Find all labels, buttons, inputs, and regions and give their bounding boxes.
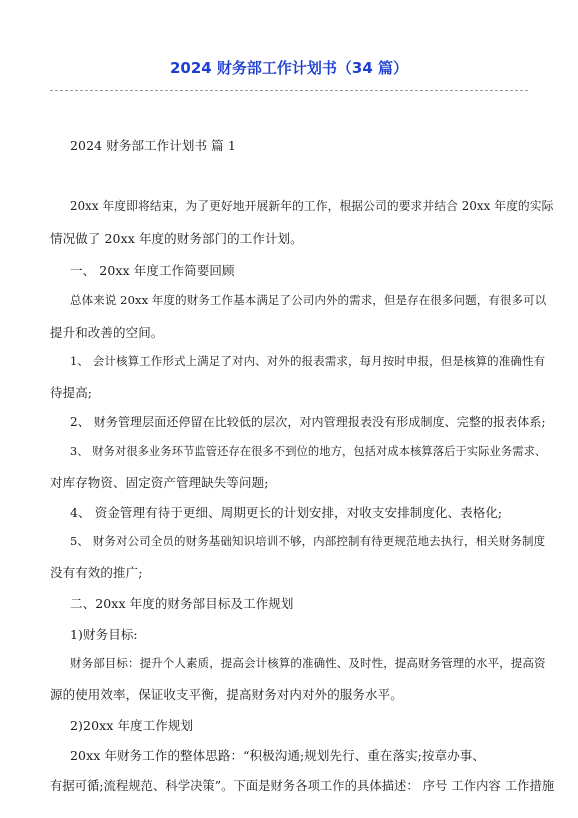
list-item: 没有有效的推广; bbox=[50, 565, 143, 580]
document-title: 2024 财务部工作计划书（34 篇） bbox=[169, 59, 409, 77]
list-item: 对库存物资、固定资产管理缺失等问题; bbox=[50, 475, 269, 490]
paragraph-line: 情况做了 20xx 年度的财务部门的工作计划。 bbox=[50, 231, 303, 246]
list-item: 4、 资金管理有待于更细、周期更长的计划安排，对收支安排制度化、表格化; bbox=[70, 505, 503, 520]
subheading: 2)20xx 年度工作规划 bbox=[70, 718, 194, 733]
subheading: 二、20xx 年度的财务部目标及工作规划 bbox=[70, 596, 294, 611]
subheading: 1)财务目标: bbox=[70, 627, 138, 642]
title-divider bbox=[50, 90, 528, 91]
list-item: 1、 会计核算工作形式上满足了对内、对外的报表需求，每月按时申报，但是核算的准确性有 bbox=[70, 354, 546, 368]
subheading: 一、 20xx 年度工作简要回顾 bbox=[70, 263, 235, 278]
list-item: 待提高; bbox=[50, 385, 93, 400]
list-item: 2、 财务管理层面还停留在比较低的层次，对内管理报表没有形成制度、完整的报表体系; bbox=[70, 415, 546, 429]
list-item: 5、 财务对公司全员的财务基础知识培训不够，内部控制有待更规范地去执行，相关财务制度 bbox=[70, 534, 546, 548]
section-heading: 2024 财务部工作计划书 篇 1 bbox=[70, 138, 236, 153]
paragraph-line: 总体来说 20xx 年度的财务工作基本满足了公司内外的需求，但是存在很多问题，有很多可以 bbox=[70, 293, 547, 307]
paragraph-line: 20xx 年财务工作的整体思路：“积极沟通;规划先行、重在落实;按章办事、 bbox=[70, 748, 485, 763]
paragraph-line: 源的使用效率，保证收支平衡，提高财务对内对外的服务水平。 bbox=[50, 687, 403, 702]
paragraph-line: 20xx 年度即将结束，为了更好地开展新年的工作，根据公司的要求并结合 20xx 年度的实际 bbox=[70, 199, 554, 213]
paragraph-line: 财务部目标：提升个人素质，提高会计核算的准确性、及时性，提高财务管理的水平，提高资 bbox=[70, 656, 546, 670]
list-item: 3、 财务对很多业务环节监管还存在很多不到位的地方，包括对成本核算落后于实际业务需求、 bbox=[70, 445, 547, 458]
paragraph-line: 提升和改善的空间。 bbox=[50, 325, 164, 340]
paragraph-line: 有据可循;流程规范、科学决策”。下面是财务各项工作的具体描述： 序号 工作内容 工作措施 bbox=[50, 779, 555, 793]
